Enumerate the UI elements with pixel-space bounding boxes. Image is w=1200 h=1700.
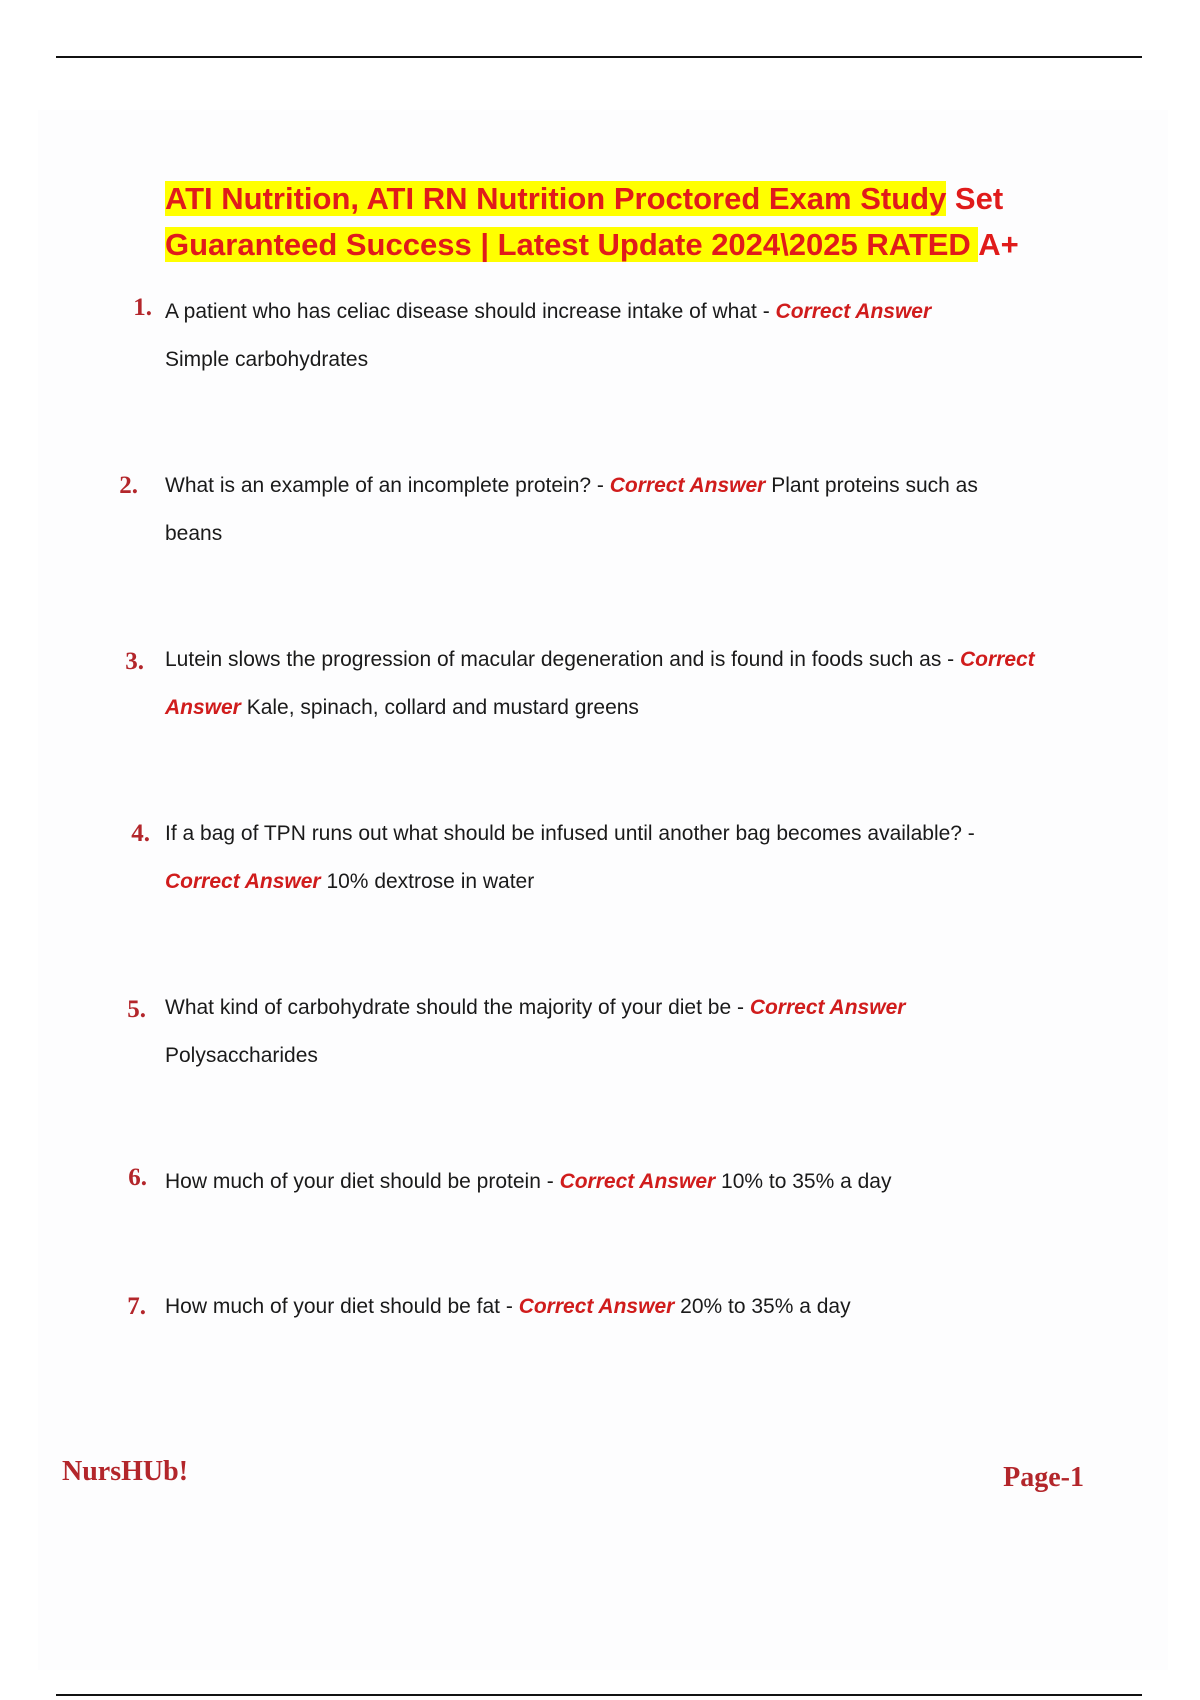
question-prompt: Lutein slows the progression of macular degeneration and is found in foods such as - (165, 648, 955, 671)
answer-text: Plant proteins such as beans (165, 474, 978, 545)
correct-answer-label: Correct Answer (559, 1170, 716, 1193)
question-text (165, 1283, 1035, 1331)
question-prompt: What is an example of an incomplete protein? - (165, 474, 604, 497)
question-text (165, 1158, 1035, 1206)
correct-answer-label: Correct Answer (165, 648, 1035, 719)
question-text (165, 810, 1035, 906)
question-number: 2. (119, 472, 138, 499)
question-number: 1. (133, 294, 152, 321)
question-number: 3. (125, 648, 144, 675)
question-text (165, 984, 1035, 1080)
correct-answer-label: Correct Answer (775, 300, 932, 323)
question-number: 6. (128, 1164, 147, 1191)
document-title (165, 176, 1085, 268)
correct-answer-label: Correct Answer (749, 996, 906, 1019)
question-prompt: A patient who has celiac disease should increase intake of what - (165, 300, 770, 323)
top-rule (56, 56, 1142, 58)
question-prompt: If a bag of TPN runs out what should be infused until another bag becomes available? - (165, 822, 975, 845)
bottom-rule (56, 1694, 1142, 1696)
question-number: 5. (127, 996, 146, 1023)
question-prompt: What kind of carbohydrate should the majority of your diet be - (165, 996, 744, 1019)
question-number: 7. (127, 1293, 146, 1320)
title-line2-rest: A+ (978, 227, 1019, 262)
question-prompt: How much of your diet should be fat - (165, 1295, 513, 1318)
title-line2-highlight: Guaranteed Success | Latest Update 2024\2025 RATED (165, 227, 979, 262)
footer-brand: NursHUb! (62, 1456, 189, 1487)
correct-answer-label: Correct Answer (609, 474, 766, 497)
question-text (165, 462, 1035, 558)
question-number: 4. (131, 820, 150, 847)
question-text (165, 636, 1035, 732)
correct-answer-label: Correct Answer (165, 870, 321, 893)
title-line1-rest: Set (946, 181, 1004, 216)
answer-text: Kale, spinach, collard and mustard greens (246, 696, 639, 719)
answer-text: 20% to 35% a day (680, 1295, 851, 1318)
question-prompt: How much of your diet should be protein - (165, 1170, 554, 1193)
answer-text: 10% dextrose in water (326, 870, 535, 893)
answer-text: Polysaccharides (165, 1044, 318, 1067)
title-line1-highlight: ATI Nutrition, ATI RN Nutrition Proctored Exam Study (165, 181, 947, 216)
answer-text: Simple carbohydrates (165, 348, 369, 371)
answer-text: 10% to 35% a day (721, 1170, 892, 1193)
page-number: Page-1 (1003, 1462, 1084, 1493)
question-text (165, 288, 1035, 384)
correct-answer-label: Correct Answer (518, 1295, 675, 1318)
